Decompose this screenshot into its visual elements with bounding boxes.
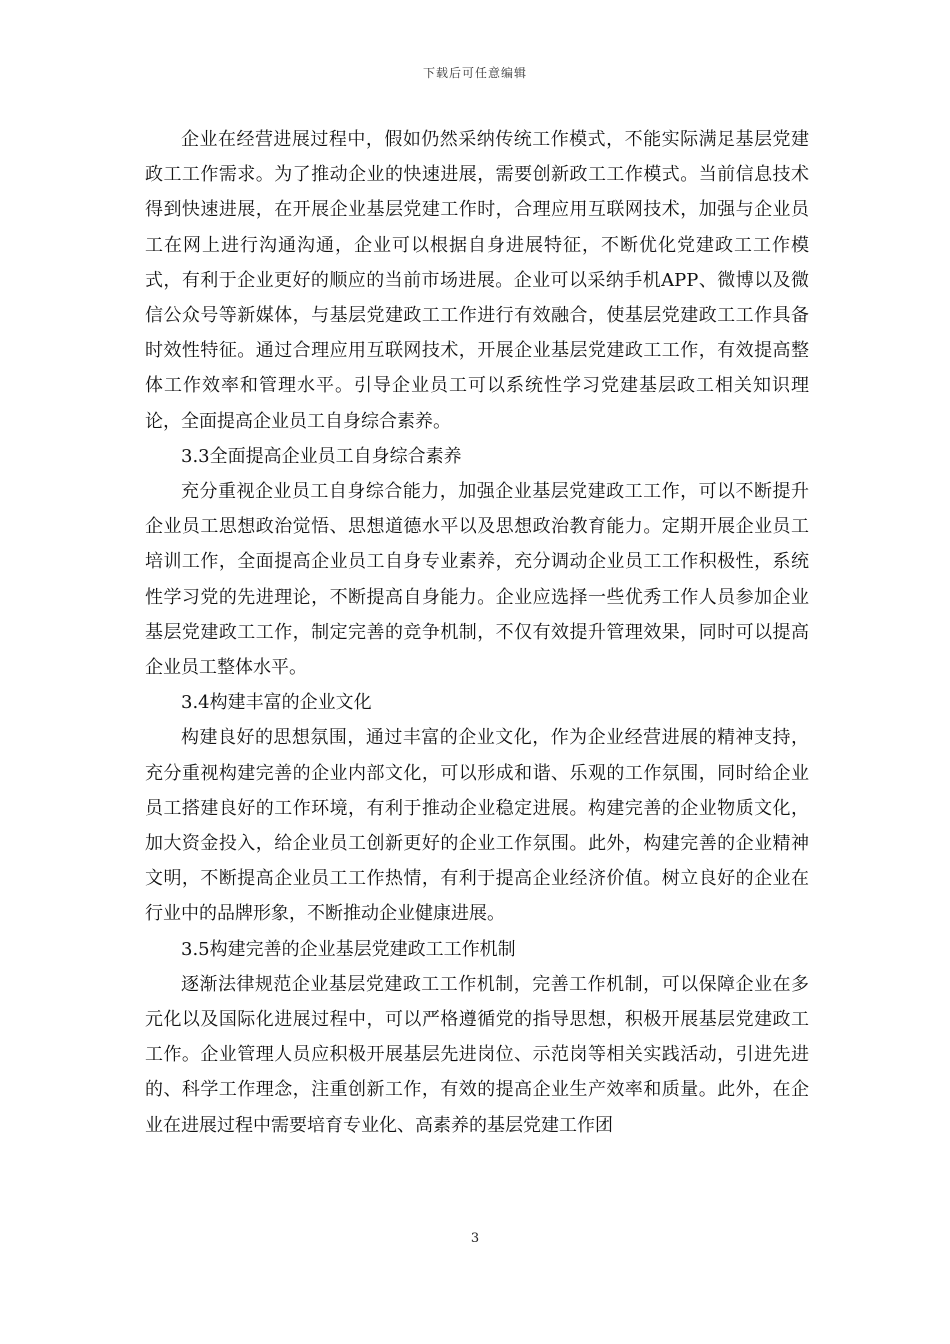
document-body [145, 122, 809, 1143]
page-header: 下载后可任意编辑 [422, 66, 527, 80]
paragraph-employee-quality: 充分重视企业员工自身综合能力，加强企业基层党建政工工作，可以不断提升企业员工思想政治觉悟、思想道德水平以及思想政治教育能力。定期开展企业员工培训工作，全面提高企业员工自身专业素养，充分调动企业员工工作积极性，系统性学习党的先进理论，不断提高自身能力。企业应选择一些优秀工作人员参加企业基层党建政工工作，制定完善的竞争机制，不仅有效提升管理效果，同时可以提高企业员工整体水平。 [145, 481, 809, 679]
section-heading-3-5: 3.5构建完善的企业基层党建政工工作机制 [181, 938, 516, 960]
paragraph-internet-work-mode: 企业在经营进展过程中，假如仍然采纳传统工作模式，不能实际满足基层党建政工工作需求。为了推动企业的快速进展，需要创新政工工作模式。当前信息技术得到快速进展，在开展企业基层党建工作时，合理应用互联网技术，加强与企业员工在网上进行沟通沟通，企业可以根据自身进展特征，不断优化党建政工工作模式，有利于企业更好的顺应的当前市场进展。企业可以采纳手机APP、微博以及微信公众号等新媒体，与基层党建政工工作进行有效融合，使基层党建政工工作具备时效性特征。通过合理应用互联网技术，开展企业基层党建政工工作，有效提高整体工作效率和管理水平。引导企业员工可以系统性学习党建基层政工相关知识理论，全面提高企业员工自身综合素养。 [145, 129, 809, 432]
section-heading-3-3: 3.3全面提高企业员工自身综合素养 [181, 445, 462, 467]
paragraph-work-mechanism: 逐渐法律规范企业基层党建政工工作机制，完善工作机制，可以保障企业在多元化以及国际化进展过程中，可以严格遵循党的指导思想，积极开展基层党建政工工作。企业管理人员应积极开展基层先进岗位、示范岗等相关实践活动，引进先进的、科学工作理念，注重创新工作，有效的提高企业生产效率和质量。此外，在企业在进展过程中需要培育专业化、高素养的基层党建工作团 [145, 973, 809, 1136]
page-number: 3 [470, 1231, 480, 1246]
section-heading-3-4: 3.4构建丰富的企业文化 [181, 692, 372, 714]
paragraph-enterprise-culture: 构建良好的思想氛围，通过丰富的企业文化，作为企业经营进展的精神支持，充分重视构建完善的企业内部文化，可以形成和谐、乐观的工作氛围，同时给企业员工搭建良好的工作环境，有利于推动企业稳定进展。构建完善的企业物质文化，加大资金投入，给企业员工创新更好的企业工作氛围。此外，构建完善的企业精神文明，不断提高企业员工工作热情，有利于提高企业经济价值。树立良好的企业在行业中的品牌形象，不断推动企业健康进展。 [145, 727, 809, 925]
